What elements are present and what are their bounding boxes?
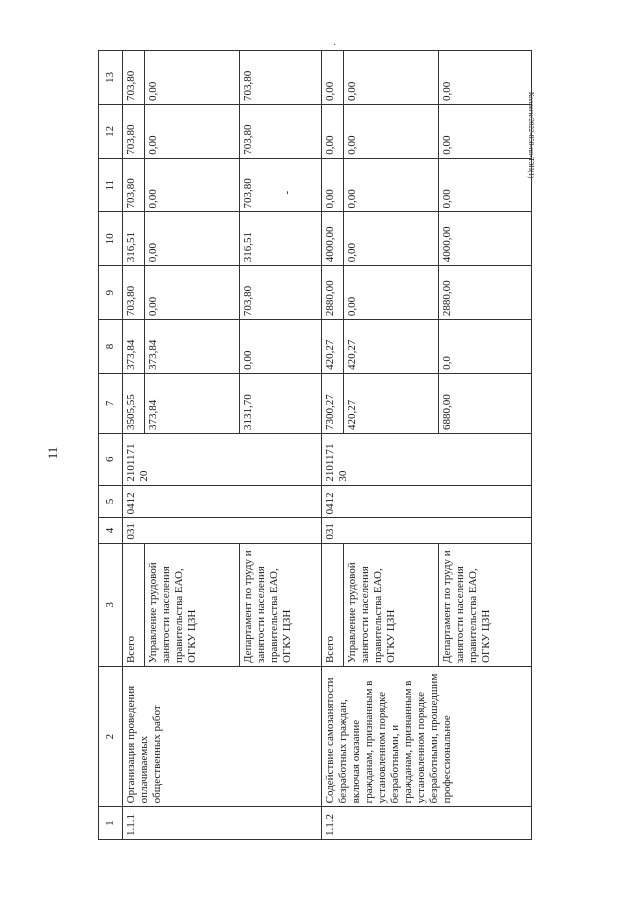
value-cell: 703,80 [240, 51, 322, 105]
value-cell: 0,00 [145, 266, 240, 320]
executor-cell: Департамент по труду и занятости населения правительства ЕАО, ОГКУ ЦЗН [439, 543, 532, 666]
grbs-cell: 031 [123, 518, 322, 543]
csr-cell: 2101171 30 [322, 433, 532, 485]
value-cell: 0,00 [322, 158, 344, 212]
executor-cell: Управление трудовой занятости населения правительства ЕАО, ОГКУ ЦЗН [145, 543, 240, 666]
value-cell: 0,00 [344, 104, 439, 158]
value-cell: 0,00 [344, 158, 439, 212]
header-cell: 12 [99, 104, 123, 158]
value-cell: 703,80 [123, 158, 145, 212]
value-cell: 316,51 [123, 212, 145, 266]
header-row [99, 51, 123, 840]
value-cell: 2880,00 [322, 266, 344, 320]
executor-cell: Всего [322, 543, 344, 666]
value-cell: 703,80 [123, 104, 145, 158]
value-cell: 703,80 [123, 266, 145, 320]
value-cell [240, 158, 322, 212]
measure-name: Организация проведения оплачиваемых общественных работ [123, 667, 322, 807]
scan-dot: · [333, 40, 337, 51]
value-cell: 373,84 [145, 373, 240, 433]
rz-cell: 0412 [322, 485, 532, 518]
value-cell: 3131,70 [240, 373, 322, 433]
measure-name: Содействие самозанятости безработных граждан, включая оказание гражданам, признанным в установленном порядке безработными, и гражданам, признанным в установленном порядке безработными, прошедшим профессиональное [322, 667, 532, 807]
header-cell: 2 [99, 667, 123, 807]
value-cell: 3505,55 [123, 373, 145, 433]
value-cell: 373,84 [145, 320, 240, 374]
value-cell: 703,80 [240, 266, 322, 320]
row-number: 1.1.1 [123, 807, 322, 840]
value-cell: 0,00 [145, 104, 240, 158]
row-number: 1.1.2 [322, 807, 532, 840]
value-cell: 703,80 [123, 51, 145, 105]
value-cell: 6880,00 [439, 373, 532, 433]
value-cell: 2880,00 [439, 266, 532, 320]
executor-cell: Управление трудовой занятости населения правительства ЕАО, ОГКУ ЦЗН [344, 543, 439, 666]
value-cell: 0,00 [439, 158, 532, 212]
table-row [123, 51, 145, 840]
header-cell: 10 [99, 212, 123, 266]
value-cell: 0,0 [439, 320, 532, 374]
rz-cell: 0412 [123, 485, 322, 518]
header-cell: 8 [99, 320, 123, 374]
grbs-cell: 031 [322, 518, 532, 543]
value-cell: 420,27 [344, 373, 439, 433]
executor-cell: Всего [123, 543, 145, 666]
value-cell: 703,80 [240, 104, 322, 158]
value-cell: 0,00 [145, 158, 240, 212]
document-id: Коллеги/2022-858-пп-ТЗН(1) [527, 92, 535, 179]
csr-cell: 2101171 20 [123, 433, 322, 485]
value-cell: 4000,00 [322, 212, 344, 266]
value-text: 703,80 [242, 178, 254, 209]
executor-cell: Департамент по труду и занятости населения правительства ЕАО, ОГКУ ЦЗН [240, 543, 322, 666]
header-cell: 4 [99, 518, 123, 543]
value-cell: 373,84 [123, 320, 145, 374]
value-cell: 420,27 [344, 320, 439, 374]
budget-table [98, 50, 532, 840]
header-cell: 3 [99, 543, 123, 666]
value-cell: 0,00 [322, 51, 344, 105]
value-cell: 0,00 [344, 212, 439, 266]
header-cell: 13 [99, 51, 123, 105]
rotated-table-wrapper [98, 50, 626, 840]
value-cell: 0,00 [240, 320, 322, 374]
value-cell: 0,00 [344, 266, 439, 320]
value-cell: 4000,00 [439, 212, 532, 266]
page-number: 11 [45, 446, 60, 460]
header-cell: 5 [99, 485, 123, 518]
header-cell: 9 [99, 266, 123, 320]
value-cell: 7300,27 [322, 373, 344, 433]
table-row [322, 51, 344, 840]
value-cell: 0,00 [439, 104, 532, 158]
header-cell: 1 [99, 807, 123, 840]
value-cell: 420,27 [322, 320, 344, 374]
header-cell: 7 [99, 373, 123, 433]
value-cell: 0,00 [439, 51, 532, 105]
value-cell: 0,00 [344, 51, 439, 105]
header-cell: 6 [99, 433, 123, 485]
value-cell: 0,00 [145, 51, 240, 105]
value-cell: 0,00 [145, 212, 240, 266]
dash-mark: - [280, 190, 293, 195]
header-cell: 11 [99, 158, 123, 212]
value-cell: 316,51 [240, 212, 322, 266]
value-cell: 0,00 [322, 104, 344, 158]
